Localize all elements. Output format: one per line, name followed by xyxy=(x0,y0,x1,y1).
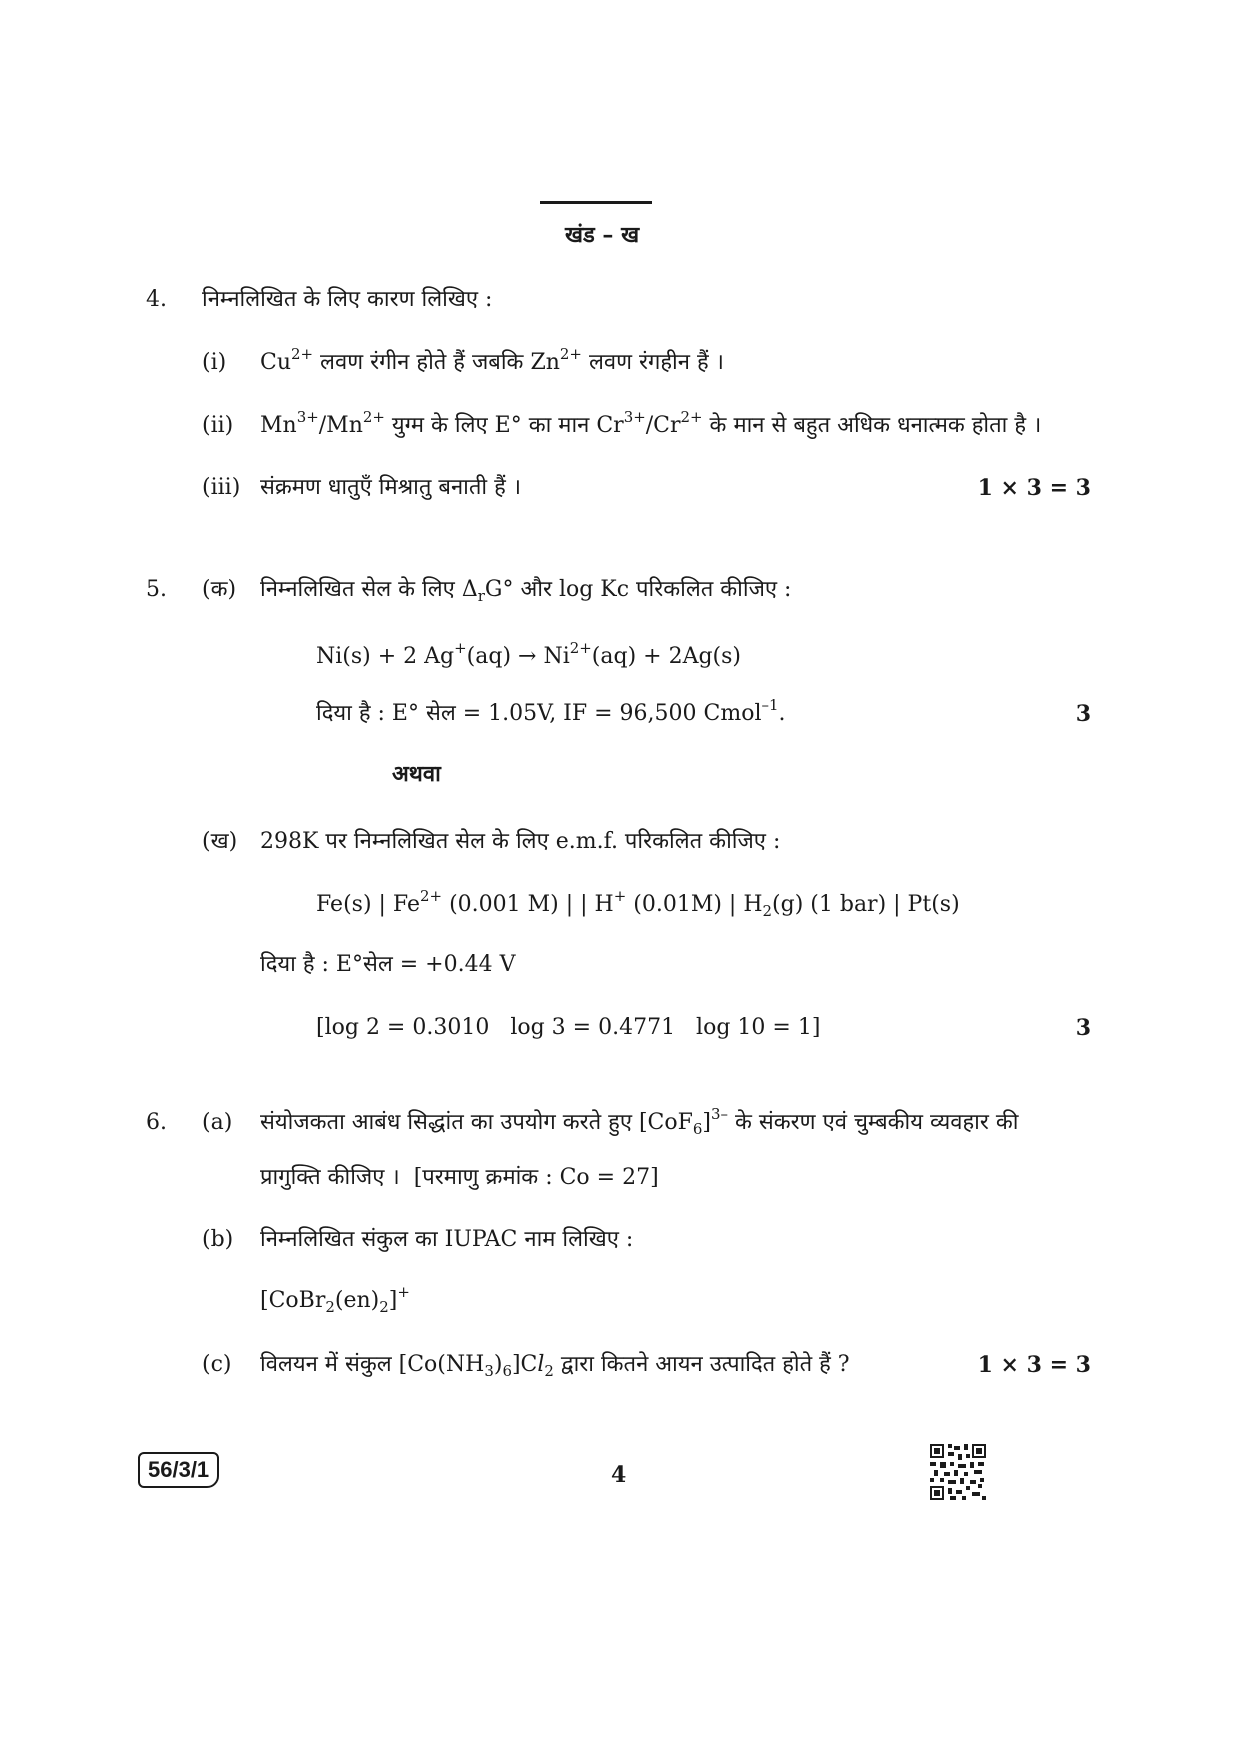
q6-c-label: (c) xyxy=(202,1352,232,1377)
q5-b-text: 298K पर निम्नलिखित सेल के लिए e.m.f. परिकलित कीजिए : xyxy=(260,829,781,854)
q4-iii-label: (iii) xyxy=(202,475,241,500)
q6-a-text-line2: प्रागुक्ति कीजिए । [परमाणु क्रमांक : Co = 27] xyxy=(260,1165,659,1190)
q6-b-formula: $[CoBr_2(en)_2]^+$ xyxy=(260,1283,410,1317)
q5-a-given: दिया है : E° सेल = 1.05V, IF = 96,500 Cmol$^{-1}$. xyxy=(316,696,786,726)
q5-a-equation: Ni(s) + 2 $Ag^+(aq) \to Ni^{2+}(aq) + 2Ag(s)$ xyxy=(316,639,741,669)
q5-b-given: दिया है : E°सेल = +0.44 V xyxy=(260,952,516,977)
q6-marks: 1 × 3 = 3 xyxy=(977,1352,1091,1378)
q6-a-text: संयोजकता आबंध सिद्धांत का उपयोग करते हुए $[CoF_6]^{3-}$ के संकरण एवं चुम्बकीय व्यवहार की xyxy=(260,1105,1019,1139)
q4-text: निम्नलिखित के लिए कारण लिखिए : xyxy=(202,287,493,312)
section-title: खंड – ख xyxy=(565,222,640,248)
q5-b-marks: 3 xyxy=(1075,1015,1091,1041)
q4-ii-label: (ii) xyxy=(202,413,234,438)
q5-b-label: (ख) xyxy=(202,829,238,854)
section-rule xyxy=(540,201,652,204)
page-number: 4 xyxy=(611,1462,627,1488)
q6-number: 6. xyxy=(146,1110,167,1135)
q6-a-label: (a) xyxy=(202,1110,233,1135)
q5-or: अथवा xyxy=(392,761,441,787)
q4-marks: 1 × 3 = 3 xyxy=(977,475,1091,501)
q5-a-label: (क) xyxy=(202,577,237,602)
q6-b-text: निम्नलिखित संकुल का IUPAC नाम लिखिए : xyxy=(260,1227,634,1252)
q6-b-label: (b) xyxy=(202,1227,234,1252)
q6-c-text: विलयन में संकुल $[Co(NH_3)_6]Cl_2$ द्वारा कितने आयन उत्पादित होते हैं ? xyxy=(260,1352,850,1381)
q5-a-text: निम्नलिखित सेल के लिए $\Delta_rG^\circ$ और log Kc परिकलित कीजिए : xyxy=(260,577,792,606)
q4-number: 4. xyxy=(146,287,167,312)
paper-code-badge: 56/3/1 xyxy=(138,1452,219,1488)
qr-code-icon xyxy=(930,1444,986,1500)
q4-i-label: (i) xyxy=(202,350,227,375)
q4-i-text: $Cu^{2+}$ लवण रंगीन होते हैं जबकि $Zn^{2+}$ लवण रंगहीन हैं । xyxy=(260,345,724,375)
q4-ii-text: $Mn^{3+}/Mn^{2+}$ युग्म के लिए E° का मान $Cr^{3+}/Cr^{2+}$ के मान से बहुत अधिक धनात्मक होता है । xyxy=(260,408,1042,438)
q5-number: 5. xyxy=(146,577,167,602)
q5-a-marks: 3 xyxy=(1075,701,1091,727)
q5-b-logs: [log 2 = 0.3010 log 3 = 0.4771 log 10 = 1] xyxy=(316,1015,821,1040)
q5-b-cell: Fe(s) | $Fe^{2+}$ (0.001 M) | | H+ (0.01M) | $H_2(g)$ (1 bar) | Pt(s) xyxy=(316,887,960,921)
q4-iii-text: संक्रमण धातुएँ मिश्रातु बनाती हैं । xyxy=(260,475,522,500)
